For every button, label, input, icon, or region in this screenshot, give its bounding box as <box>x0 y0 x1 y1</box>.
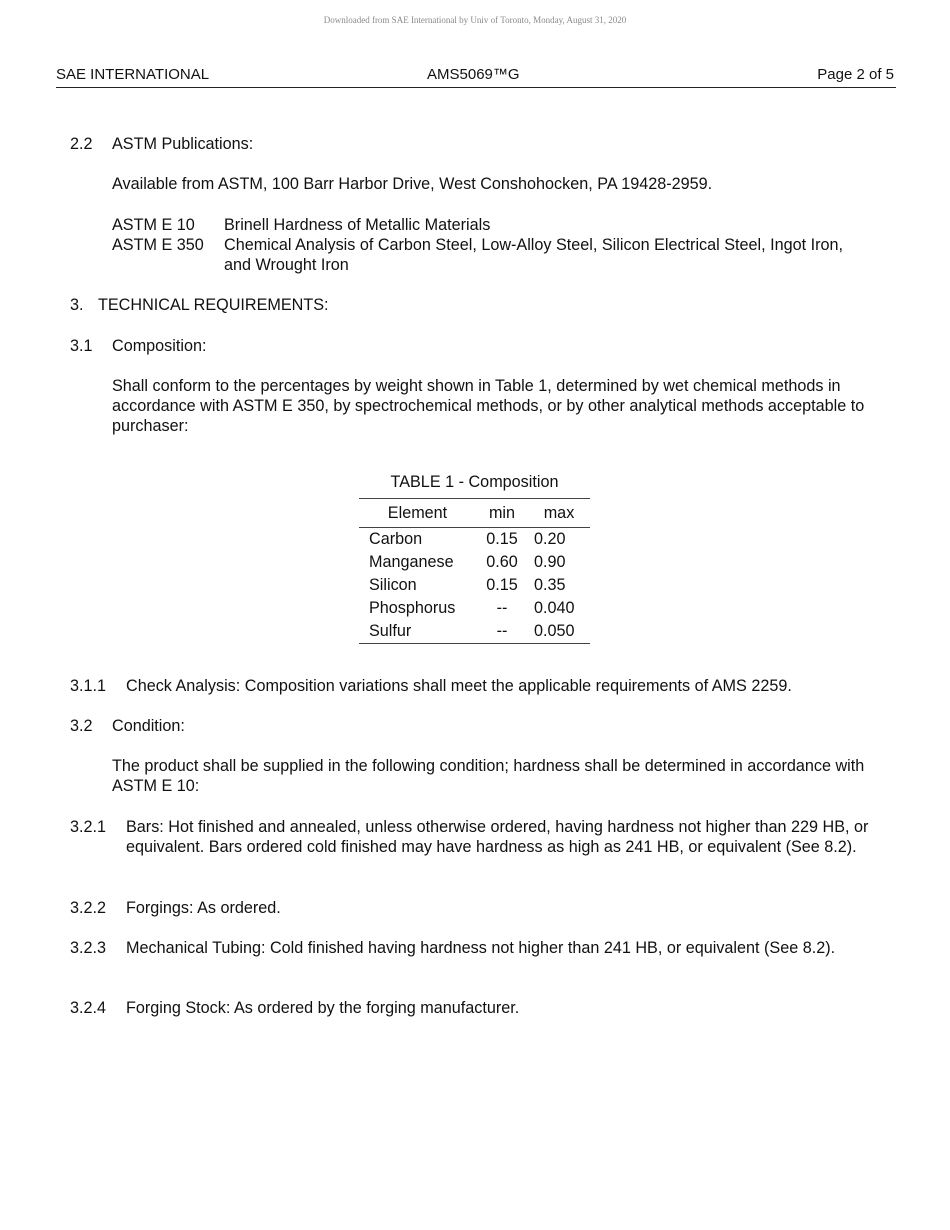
section-3-2-1-number: 3.2.1 <box>70 818 107 836</box>
table-caption: TABLE 1 - Composition <box>390 473 559 491</box>
element-cell: Carbon <box>369 530 423 548</box>
section-3-2-number: 3.2 <box>70 717 93 735</box>
header-publisher: SAE INTERNATIONAL <box>56 66 210 83</box>
astm-ref-title: Chemical Analysis of Carbon Steel, Low-Alloy Steel, Silicon Electrical Steel, Ingot Iron, and Wrought Iron <box>224 236 844 274</box>
section-3-1-title: Composition: <box>112 337 207 355</box>
column-header-element: Element <box>359 499 476 528</box>
section-3-title: TECHNICAL REQUIREMENTS: <box>98 296 329 314</box>
min-cell: 0.15 <box>486 576 518 594</box>
section-3-2-3-number: 3.2.3 <box>70 939 107 957</box>
header-page-number: Page 2 of 5 <box>817 66 894 83</box>
max-cell: 0.20 <box>534 530 566 548</box>
max-cell: 0.040 <box>534 599 575 617</box>
table-row <box>359 574 590 597</box>
section-3-1-text: Shall conform to the percentages by weight shown in Table 1, determined by wet chemical methods in accordance with ASTM E 350, by spectrochemical methods, or by other analytical methods acceptable to purchaser: <box>112 377 865 435</box>
column-header-max: max <box>528 499 590 528</box>
element-cell: Manganese <box>369 553 454 571</box>
min-cell: -- <box>476 620 528 644</box>
max-cell: 0.35 <box>534 576 566 594</box>
header-rule <box>56 87 896 88</box>
max-cell: 0.90 <box>534 553 566 571</box>
section-3-2-4-number: 3.2.4 <box>70 999 107 1017</box>
section-2-2-title: ASTM Publications: <box>112 135 254 153</box>
table-row <box>359 528 590 552</box>
composition-table <box>359 499 590 644</box>
section-3-2-text: The product shall be supplied in the following condition; hardness shall be determined in accordance with ASTM E 10: <box>112 757 865 795</box>
min-cell: 0.15 <box>486 530 518 548</box>
table-row <box>359 597 590 620</box>
section-3-2-4-text: Forging Stock: As ordered by the forging manufacturer. <box>126 999 520 1017</box>
column-header-min: min <box>476 499 528 528</box>
element-cell: Phosphorus <box>369 599 456 617</box>
section-3-1-number: 3.1 <box>70 337 93 355</box>
section-2-2-number: 2.2 <box>70 135 93 153</box>
section-3-1-1-number: 3.1.1 <box>70 677 107 695</box>
section-3-2-2-text: Forgings: As ordered. <box>126 899 281 917</box>
element-cell: Silicon <box>369 576 417 594</box>
section-3-number: 3. <box>70 296 84 314</box>
astm-ref-code: ASTM E 10 <box>112 216 195 234</box>
max-cell: 0.050 <box>528 620 590 644</box>
section-3-1-1-text: Check Analysis: Composition variations shall meet the applicable requirements of AMS 2259. <box>126 677 792 695</box>
element-cell: Sulfur <box>359 620 476 644</box>
table-header-row <box>359 499 590 528</box>
section-3-2-1-text: Bars: Hot finished and annealed, unless otherwise ordered, having hardness not higher than 229 HB, or equivalent. Bars ordered cold finished may have hardness as high as 241 HB, or equivalent (See 8.2). <box>126 818 869 856</box>
astm-ref-code: ASTM E 350 <box>112 236 204 254</box>
table-row <box>359 551 590 574</box>
min-cell: 0.60 <box>486 553 518 571</box>
astm-availability: Available from ASTM, 100 Barr Harbor Drive, West Conshohocken, PA 19428-2959. <box>112 175 713 193</box>
section-3-2-2-number: 3.2.2 <box>70 899 107 917</box>
astm-ref-title: Brinell Hardness of Metallic Materials <box>224 216 491 234</box>
section-3-2-3-text: Mechanical Tubing: Cold finished having hardness not higher than 241 HB, or equivalent (See 8.2). <box>126 939 836 957</box>
download-watermark: Downloaded from SAE International by Univ of Toronto, Monday, August 31, 2020 <box>323 15 627 25</box>
section-3-2-title: Condition: <box>112 717 185 735</box>
table-row <box>359 620 590 644</box>
header-doc-number: AMS5069™G <box>427 66 520 83</box>
min-cell: -- <box>496 599 508 617</box>
